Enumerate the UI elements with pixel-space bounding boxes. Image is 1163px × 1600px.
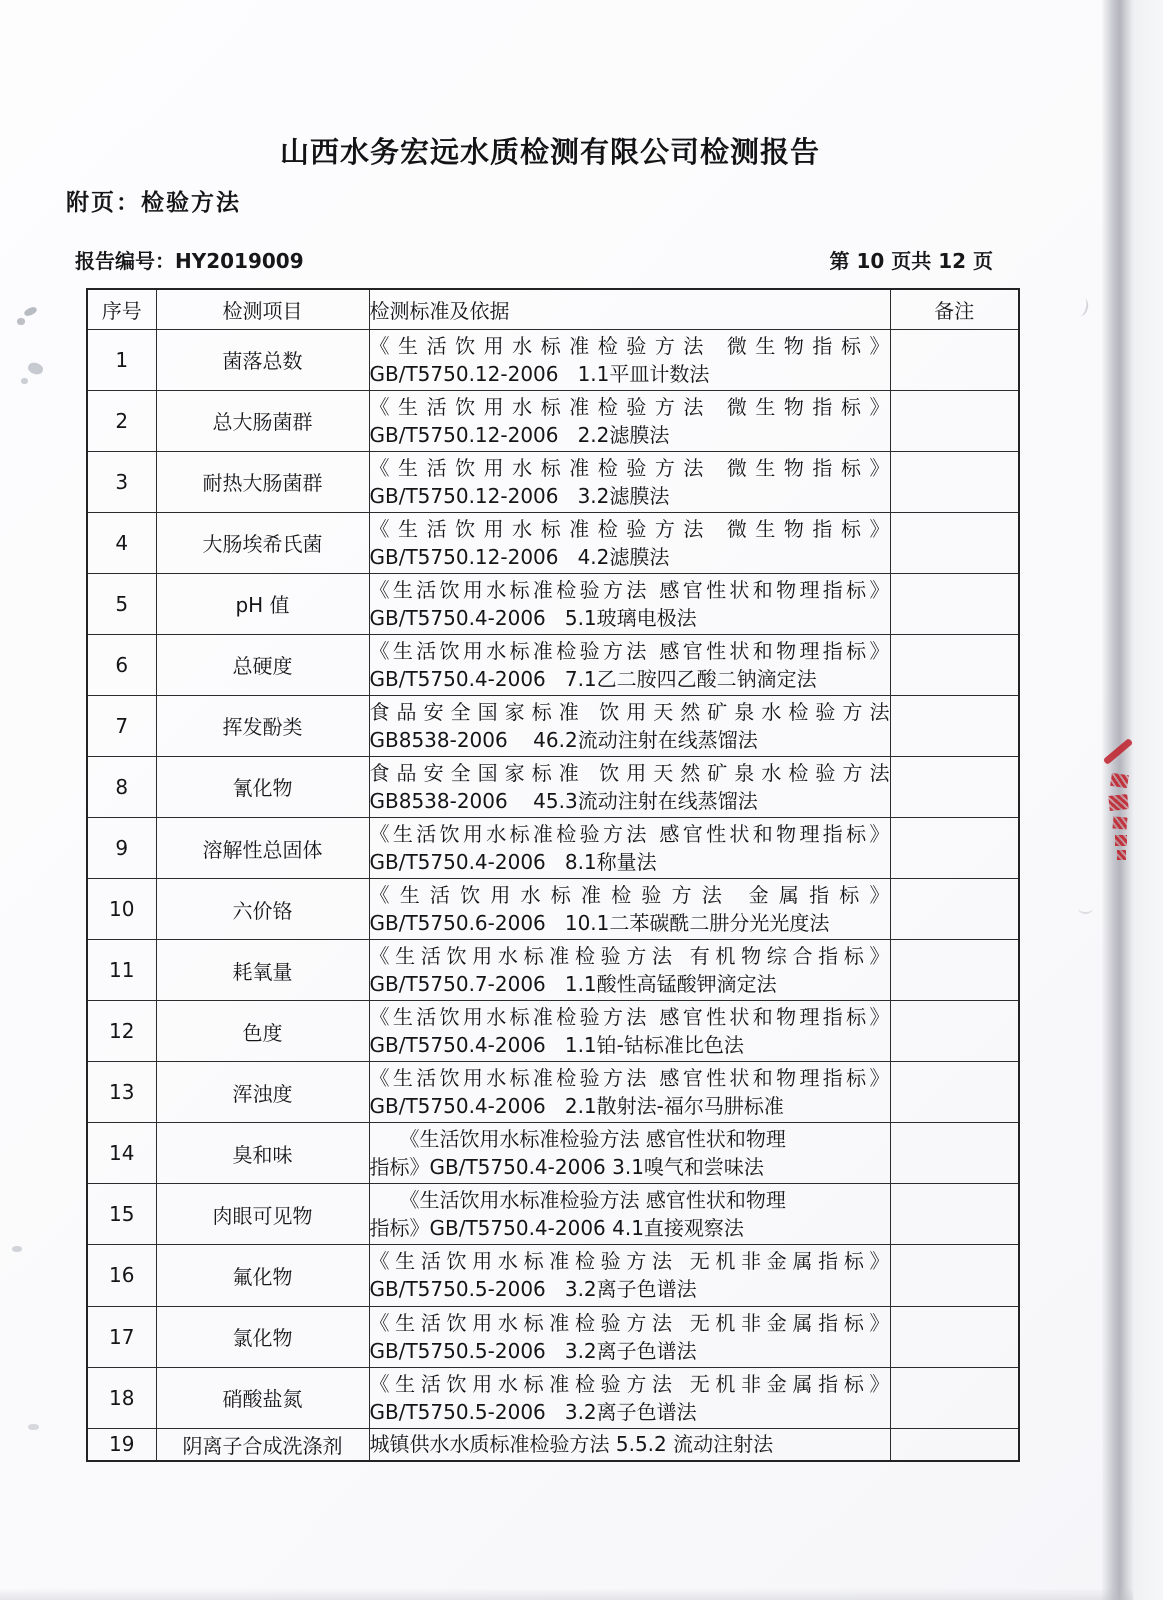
col-header-remark: 备注 xyxy=(890,289,1019,329)
table-row xyxy=(87,573,1019,634)
row-no-cell: 5 xyxy=(87,573,156,634)
scan-right-margin xyxy=(1134,0,1163,1600)
row-remark-cell xyxy=(890,940,1019,1001)
row-item-cell: 溶解性总固体 xyxy=(156,818,369,879)
table-row xyxy=(87,1062,1019,1123)
standard-line-2: GB/T5750.4-2006 1.1铂-钴标准比色法 xyxy=(369,1033,744,1058)
table-row xyxy=(87,1123,1019,1184)
row-item-cell: 六价铬 xyxy=(156,879,369,940)
table-row xyxy=(87,1245,1019,1306)
col-header-standard: 检测标准及依据 xyxy=(369,289,890,329)
row-item-cell: 总大肠菌群 xyxy=(156,390,369,451)
row-no-cell: 12 xyxy=(87,1001,156,1062)
table-row xyxy=(87,512,1019,573)
standard-line-2: GB/T5750.12-2006 2.2滤膜法 xyxy=(369,422,670,447)
scan-speck xyxy=(17,318,25,325)
table-row xyxy=(87,695,1019,756)
stamp-glyph-icon xyxy=(1110,773,1129,788)
row-standard-cell xyxy=(369,1001,890,1062)
row-item-cell: 耗氧量 xyxy=(156,940,369,1001)
standard-line-2: GB/T5750.4-2006 2.1散射法-福尔马肼标准 xyxy=(369,1094,784,1119)
standard-line-1: 《生活饮用水标准检验方法 微生物指标》 xyxy=(369,333,890,358)
row-remark-cell xyxy=(890,1428,1019,1461)
standard-line-2: GB/T5750.4-2006 7.1乙二胺四乙酸二钠滴定法 xyxy=(369,666,817,691)
standard-line-1: 《生活饮用水标准检验方法 金属指标》 xyxy=(369,883,890,908)
table-row xyxy=(87,329,1019,390)
row-no-cell: 7 xyxy=(87,695,156,756)
report-number-value: HY2019009 xyxy=(175,249,304,273)
standard-line-2: GB/T5750.12-2006 3.2滤膜法 xyxy=(369,483,670,508)
row-no-cell: 2 xyxy=(87,390,156,451)
standard-line-1: 《生活饮用水标准检验方法 感官性状和物理 xyxy=(369,1127,786,1152)
standard-line-2: GB/T5750.7-2006 1.1酸性高锰酸钾滴定法 xyxy=(369,972,777,997)
row-standard-cell xyxy=(369,634,890,695)
row-no-cell: 3 xyxy=(87,451,156,512)
row-no-cell: 14 xyxy=(87,1123,156,1184)
standard-line-1: 《生活饮用水标准检验方法 微生物指标》 xyxy=(369,394,890,419)
row-no-cell: 4 xyxy=(87,512,156,573)
row-item-cell: 浑浊度 xyxy=(156,1062,369,1123)
standard-line-2: GB8538-2006 46.2流动注射在线蒸馏法 xyxy=(369,727,758,752)
table-row xyxy=(87,1184,1019,1245)
table-row xyxy=(87,940,1019,1001)
row-no-cell: 18 xyxy=(87,1367,156,1428)
stamp-glyph-icon xyxy=(1115,835,1127,846)
row-no-cell: 8 xyxy=(87,756,156,817)
standard-line-1: 《生活饮用水标准检验方法 微生物指标》 xyxy=(369,455,890,480)
table-row xyxy=(87,634,1019,695)
row-remark-cell xyxy=(890,451,1019,512)
row-standard-cell xyxy=(369,1062,890,1123)
row-remark-cell xyxy=(890,1123,1019,1184)
row-item-cell: 氰化物 xyxy=(156,756,369,817)
standard-line-2: GB/T5750.12-2006 1.1平皿计数法 xyxy=(369,361,710,386)
row-no-cell: 13 xyxy=(87,1062,156,1123)
standard-line-1: 《生活饮用水标准检验方法 感官性状和物理指标》 xyxy=(369,1066,890,1091)
standard-line-2: GB/T5750.12-2006 4.2滤膜法 xyxy=(369,544,670,569)
standard-line-2: 指标》GB/T5750.4-2006 3.1嗅气和尝味法 xyxy=(369,1155,764,1180)
row-standard-cell xyxy=(369,390,890,451)
scan-speck xyxy=(12,1246,22,1252)
row-standard-cell xyxy=(369,1306,890,1367)
row-item-cell: 大肠埃希氏菌 xyxy=(156,512,369,573)
pencil-mark xyxy=(1078,902,1093,914)
row-standard-cell xyxy=(369,1367,890,1428)
row-item-cell: 肉眼可见物 xyxy=(156,1184,369,1245)
scan-speck xyxy=(28,1424,39,1430)
row-item-cell: pH 值 xyxy=(156,573,369,634)
standard-line-1: 食品安全国家标准 饮用天然矿泉水检验方法 xyxy=(369,699,890,724)
standard-line-1: 《生活饮用水标准检验方法 无机非金属指标》 xyxy=(369,1249,890,1274)
col-header-no: 序号 xyxy=(87,289,156,329)
row-item-cell: 色度 xyxy=(156,1001,369,1062)
row-remark-cell xyxy=(890,879,1019,940)
stamp-glyph-icon xyxy=(1113,816,1128,829)
row-no-cell: 16 xyxy=(87,1245,156,1306)
row-standard-cell xyxy=(369,756,890,817)
report-meta-row xyxy=(75,245,993,274)
row-standard-cell xyxy=(369,695,890,756)
methods-table xyxy=(86,288,1020,1462)
row-no-cell: 17 xyxy=(87,1306,156,1367)
row-standard-cell xyxy=(369,573,890,634)
standard-line-2: GB/T5750.4-2006 5.1玻璃电极法 xyxy=(369,605,697,630)
row-remark-cell xyxy=(890,1245,1019,1306)
stamp-glyph-icon xyxy=(1117,850,1126,860)
row-standard-cell xyxy=(369,1123,890,1184)
standard-line-1: 《生活饮用水标准检验方法 无机非金属指标》 xyxy=(369,1371,890,1396)
row-no-cell: 1 xyxy=(87,329,156,390)
table-row xyxy=(87,756,1019,817)
row-no-cell: 11 xyxy=(87,940,156,1001)
row-standard-cell xyxy=(369,329,890,390)
row-standard-cell xyxy=(369,512,890,573)
row-standard-cell xyxy=(369,1428,890,1461)
table-row xyxy=(87,879,1019,940)
row-remark-cell xyxy=(890,1306,1019,1367)
row-item-cell: 氟化物 xyxy=(156,1245,369,1306)
row-remark-cell xyxy=(890,1001,1019,1062)
row-remark-cell xyxy=(890,818,1019,879)
standard-line-1: 《生活饮用水标准检验方法 微生物指标》 xyxy=(369,516,890,541)
standard-line-1: 食品安全国家标准 饮用天然矿泉水检验方法 xyxy=(369,760,890,785)
row-item-cell: 菌落总数 xyxy=(156,329,369,390)
row-remark-cell xyxy=(890,573,1019,634)
page-title: 山西水务宏远水质检测有限公司检测报告 xyxy=(279,135,820,169)
row-remark-cell xyxy=(890,634,1019,695)
standard-line-2: GB/T5750.6-2006 10.1二苯碳酰二肼分光光度法 xyxy=(369,911,830,936)
row-item-cell: 阴离子合成洗涤剂 xyxy=(156,1428,369,1461)
standard-line-1: 《生活饮用水标准检验方法 感官性状和物理指标》 xyxy=(369,577,890,602)
standard-line-2: GB/T5750.4-2006 8.1称量法 xyxy=(369,850,657,875)
row-remark-cell xyxy=(890,1184,1019,1245)
table-row xyxy=(87,451,1019,512)
row-remark-cell xyxy=(890,512,1019,573)
row-standard-cell xyxy=(369,879,890,940)
row-item-cell: 挥发酚类 xyxy=(156,695,369,756)
standard-line-1: 《生活饮用水标准检验方法 无机非金属指标》 xyxy=(369,1310,890,1335)
row-remark-cell xyxy=(890,329,1019,390)
row-standard-cell xyxy=(369,940,890,1001)
row-no-cell: 9 xyxy=(87,818,156,879)
row-no-cell: 19 xyxy=(87,1428,156,1461)
stamp-glyph-icon xyxy=(1108,794,1128,811)
standard-line-2: GB/T5750.5-2006 3.2离子色谱法 xyxy=(369,1277,697,1302)
standard-line-2: 指标》GB/T5750.4-2006 4.1直接观察法 xyxy=(369,1216,744,1241)
standard-line-1: 《生活饮用水标准检验方法 感官性状和物理 xyxy=(369,1188,786,1213)
scan-bottom-shadow xyxy=(0,1588,1133,1600)
row-item-cell: 总硬度 xyxy=(156,634,369,695)
table-row xyxy=(87,1428,1019,1461)
table-row xyxy=(87,818,1019,879)
report-number xyxy=(75,245,304,274)
row-no-cell: 15 xyxy=(87,1184,156,1245)
row-remark-cell xyxy=(890,695,1019,756)
page-indicator: 第 10 页共 12 页 xyxy=(829,249,993,273)
row-standard-cell xyxy=(369,818,890,879)
standard-line-2: GB8538-2006 45.3流动注射在线蒸馏法 xyxy=(369,788,758,813)
table-row xyxy=(87,1001,1019,1062)
table-row xyxy=(87,1306,1019,1367)
table-row xyxy=(87,390,1019,451)
table-row xyxy=(87,1367,1019,1428)
row-standard-cell xyxy=(369,1245,890,1306)
row-item-cell: 硝酸盐氮 xyxy=(156,1367,369,1428)
row-standard-cell xyxy=(369,451,890,512)
standard-line-2: GB/T5750.5-2006 3.2离子色谱法 xyxy=(369,1338,697,1363)
col-header-item: 检测项目 xyxy=(156,289,369,329)
row-standard-cell xyxy=(369,1184,890,1245)
standard-line-1: 《生活饮用水标准检验方法 有机物综合指标》 xyxy=(369,944,890,969)
row-remark-cell xyxy=(890,1367,1019,1428)
row-item-cell: 氯化物 xyxy=(156,1306,369,1367)
scan-speck xyxy=(21,378,28,384)
report-number-label: 报告编号： xyxy=(75,249,175,273)
standard-line-1: 《生活饮用水标准检验方法 感官性状和物理指标》 xyxy=(369,1005,890,1030)
standard-line-2: GB/T5750.5-2006 3.2离子色谱法 xyxy=(369,1399,697,1424)
row-remark-cell xyxy=(890,756,1019,817)
attachment-subtitle: 附页：检验方法 xyxy=(66,190,241,216)
table-header-row xyxy=(87,289,1019,329)
row-remark-cell xyxy=(890,1062,1019,1123)
row-no-cell: 10 xyxy=(87,879,156,940)
row-item-cell: 臭和味 xyxy=(156,1123,369,1184)
standard-line-1: 城镇供水水质标准检验方法 5.5.2 流动注射法 xyxy=(369,1432,774,1457)
row-item-cell: 耐热大肠菌群 xyxy=(156,451,369,512)
standard-line-1: 《生活饮用水标准检验方法 感官性状和物理指标》 xyxy=(369,822,890,847)
row-no-cell: 6 xyxy=(87,634,156,695)
standard-line-1: 《生活饮用水标准检验方法 感官性状和物理指标》 xyxy=(369,638,890,663)
row-remark-cell xyxy=(890,390,1019,451)
